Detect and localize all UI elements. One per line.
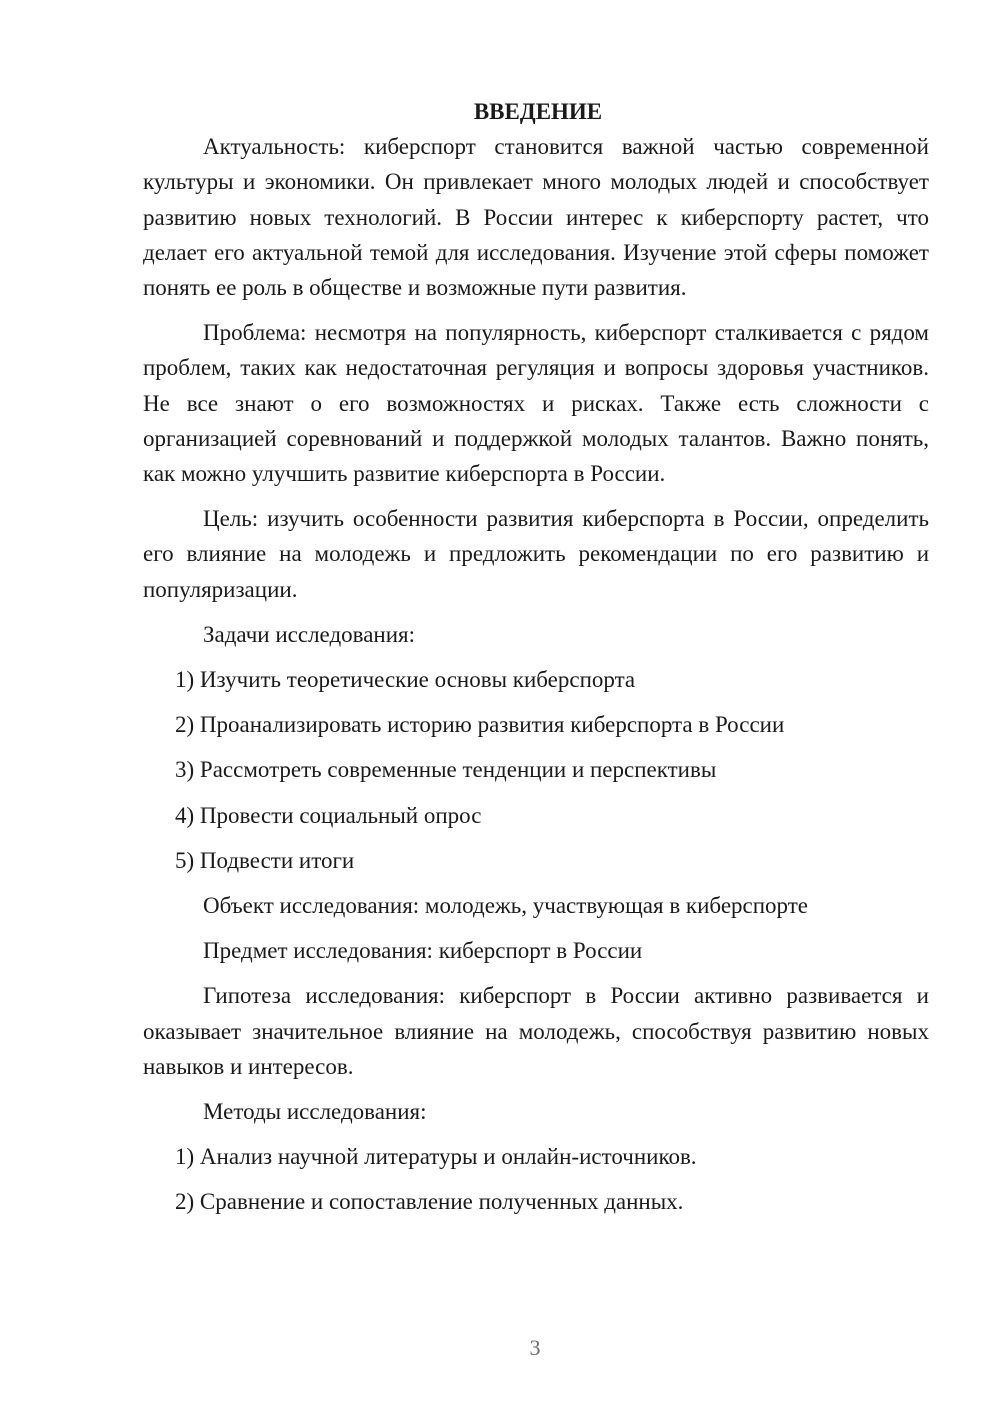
task-item: 5) Подвести итоги xyxy=(175,847,355,873)
page-number: 3 xyxy=(529,1335,541,1360)
paragraph-hypothesis: Гипотеза исследования: киберспорт в России активно развивается и оказывает значительное влияние на молодежь, способствуя развитию новых навыков и интересов. xyxy=(143,983,929,1079)
tasks-list xyxy=(143,662,929,878)
methods-list xyxy=(143,1139,929,1219)
page-title: ВВЕДЕНИЕ xyxy=(473,99,603,124)
methods-heading: Методы исследования: xyxy=(203,1099,427,1125)
method-item: 2) Сравнение и сопоставление полученных данных. xyxy=(175,1189,684,1215)
task-item: 4) Провести социальный опрос xyxy=(175,802,482,828)
method-item: 1) Анализ научной литературы и онлайн-источников. xyxy=(175,1144,697,1170)
document-body xyxy=(143,94,929,1230)
task-item: 1) Изучить теоретические основы киберспорта xyxy=(175,667,636,693)
tasks-heading: Задачи исследования: xyxy=(203,621,416,647)
research-subject: Предмет исследования: киберспорт в России xyxy=(203,938,643,964)
paragraph-relevance: Актуальность: киберспорт становится важной частью современной культуры и экономики. Он привлекает много молодых людей и способствует развитию новых технологий. В России интерес к киберспорту растет, что делает его актуальной темой для исследования. Изучение этой сферы поможет понять ее роль в обществе и возможные пути развития. xyxy=(143,134,929,301)
research-object: Объект исследования: молодежь, участвующая в киберспорте xyxy=(203,893,808,919)
paragraph-goal: Цель: изучить особенности развития киберспорта в России, определить его влияние на молодежь и предложить рекомендации по его развитию и популяризации. xyxy=(143,506,929,602)
paragraph-problem: Проблема: несмотря на популярность, киберспорт сталкивается с рядом проблем, таких как недостаточная регуляция и вопросы здоровья участников. Не все знают о его возможностях и рисках. Также есть сложности с организацией соревнований и поддержкой молодых талантов. Важно понять, как можно улучшить развитие киберспорта в России. xyxy=(143,320,929,487)
task-item: 2) Проанализировать историю развития киберспорта в России xyxy=(175,712,785,738)
task-item: 3) Рассмотреть современные тенденции и перспективы xyxy=(175,757,717,783)
